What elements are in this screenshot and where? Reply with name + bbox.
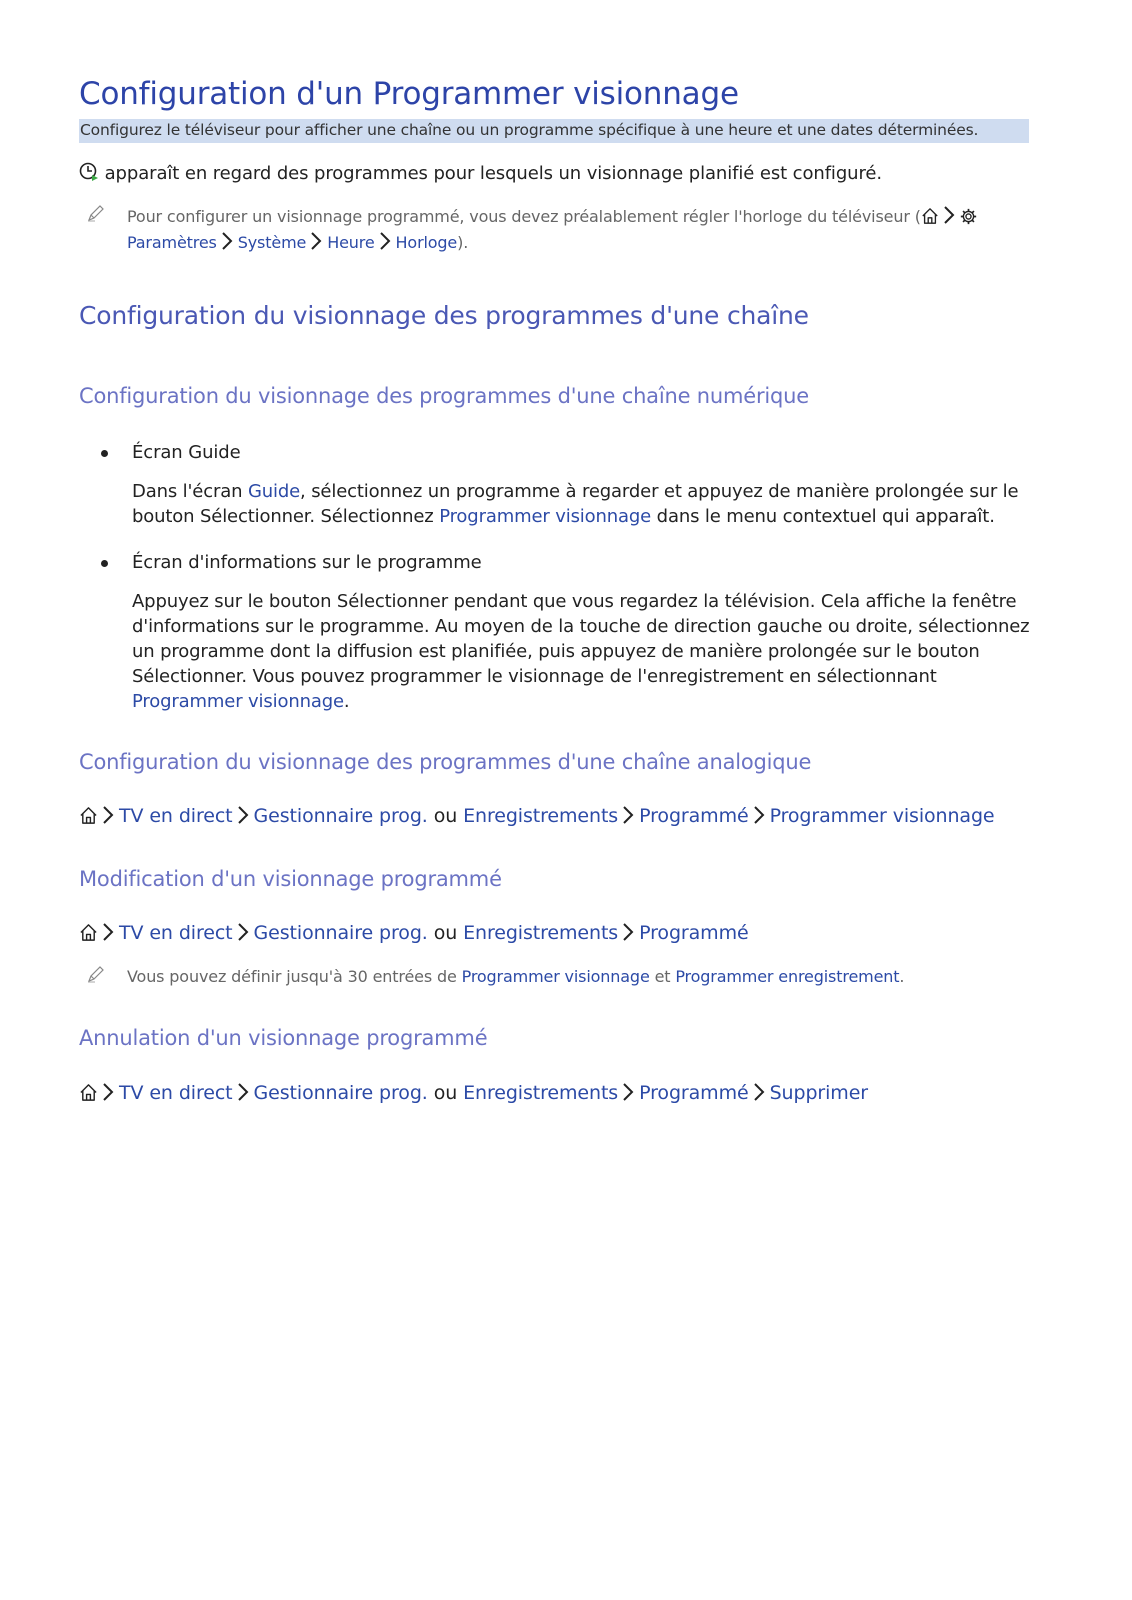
home-icon — [79, 1083, 98, 1107]
menu-link-programme[interactable]: Programmé — [639, 1082, 749, 1104]
menu-link-gestionnaire[interactable]: Gestionnaire prog. — [253, 922, 428, 944]
chevron-right-icon — [237, 806, 249, 824]
menu-link-programme[interactable]: Programmé — [639, 922, 749, 944]
menu-link-tv-en-direct[interactable]: TV en direct — [119, 1082, 233, 1104]
text-span: . — [343, 691, 350, 712]
menu-link-programmer-visionnage[interactable]: Programmer visionnage — [769, 805, 995, 827]
or-text: ou — [433, 805, 458, 827]
menu-link-enregistrements[interactable]: Enregistrements — [463, 805, 619, 827]
page-subtitle: Configurez le téléviseur pour afficher une chaîne ou un programme spécifique à une heure et une dates déterminées. — [80, 121, 979, 139]
or-text: ou — [433, 922, 458, 944]
chevron-right-icon — [237, 923, 249, 941]
menu-link-supprimer[interactable]: Supprimer — [769, 1082, 869, 1104]
menu-link-parametres[interactable]: Paramètres — [127, 233, 217, 252]
chevron-right-icon — [753, 806, 765, 824]
menu-link-tv-en-direct[interactable]: TV en direct — [119, 805, 233, 827]
subsection-heading-analog: Configuration du visionnage des programmes d'une chaîne analogique — [79, 750, 812, 774]
guide-link[interactable]: Guide — [247, 481, 301, 502]
chevron-right-icon — [102, 1083, 114, 1101]
menu-link-tv-en-direct[interactable]: TV en direct — [119, 922, 233, 944]
text-span: Dans l'écran — [132, 481, 248, 502]
home-icon — [921, 207, 939, 229]
menu-link-heure[interactable]: Heure — [327, 233, 375, 252]
note-close: ). — [457, 233, 469, 252]
paragraph-guide — [132, 479, 1032, 529]
chevron-right-icon — [237, 1083, 249, 1101]
gear-icon — [960, 208, 977, 229]
chevron-right-icon — [102, 923, 114, 941]
note-max-entries — [127, 967, 904, 986]
chevron-right-icon — [622, 923, 634, 941]
bullet-head-guide: Écran Guide — [132, 442, 241, 463]
text-span: , sélectionnez un programme à regarder et appuyez de manière prolongée sur le bouton Sélectionner. Sélectionnez — [132, 481, 1019, 527]
menu-path-cancel — [79, 1082, 868, 1107]
chevron-right-icon — [622, 1083, 634, 1101]
chevron-right-icon — [310, 232, 322, 250]
menu-path-analog — [79, 805, 995, 830]
menu-link-gestionnaire[interactable]: Gestionnaire prog. — [253, 805, 428, 827]
text-span: dans le menu contextuel qui apparaît. — [651, 506, 995, 527]
page-title: Configuration d'un Programmer visionnage — [79, 76, 739, 112]
programmer-visionnage-link[interactable]: Programmer visionnage — [439, 506, 652, 527]
chevron-right-icon — [379, 232, 391, 250]
menu-link-gestionnaire[interactable]: Gestionnaire prog. — [253, 1082, 428, 1104]
menu-link-programme[interactable]: Programmé — [639, 805, 749, 827]
subsection-heading-digital: Configuration du visionnage des programmes d'une chaîne numérique — [79, 384, 810, 408]
note-clock-requirement — [127, 206, 977, 229]
menu-link-enregistrements[interactable]: Enregistrements — [463, 1082, 619, 1104]
text-span: Appuyez sur le bouton Sélectionner pendant que vous regardez la télévision. Cela affiche la fenêtre d'informations sur le programme. Au moyen de la touche de direction gauche ou droite, sélectionnez un programme dont la diffusion est planifiée, puis appuyez de manière prolongée sur le bouton Sélectionner. Vous pouvez programmer le visionnage de l'enregistrement en sélectionnant — [132, 591, 1030, 687]
pencil-note-icon — [86, 203, 106, 227]
intro-line — [79, 162, 882, 187]
or-text: ou — [433, 1082, 458, 1104]
bullet-head-info: Écran d'informations sur le programme — [132, 552, 482, 573]
bullet-dot — [101, 560, 108, 567]
chevron-right-icon — [622, 806, 634, 824]
chevron-right-icon — [221, 232, 233, 250]
menu-link-enregistrements[interactable]: Enregistrements — [463, 922, 619, 944]
clock-play-icon — [79, 162, 99, 187]
intro-text: apparaît en regard des programmes pour lesquels un visionnage planifié est configuré. — [104, 163, 882, 184]
section-heading-channel: Configuration du visionnage des programmes d'une chaîne — [79, 301, 809, 330]
chevron-right-icon — [753, 1083, 765, 1101]
home-icon — [79, 806, 98, 830]
note-settings-path — [127, 232, 468, 252]
menu-link-horloge[interactable]: Horloge — [395, 233, 458, 252]
menu-link-systeme[interactable]: Système — [237, 233, 307, 252]
menu-path-modify — [79, 922, 749, 947]
paragraph-info — [132, 589, 1034, 714]
text-span: Vous pouvez définir jusqu'à 30 entrées de — [127, 967, 462, 986]
chevron-right-icon — [102, 806, 114, 824]
bullet-dot — [101, 450, 108, 457]
chevron-right-icon — [943, 206, 955, 224]
pencil-note-icon — [86, 964, 106, 988]
text-span: . — [899, 967, 905, 986]
programmer-visionnage-link[interactable]: Programmer visionnage — [132, 691, 344, 712]
programmer-visionnage-link[interactable]: Programmer visionnage — [461, 967, 650, 986]
subsection-heading-cancel: Annulation d'un visionnage programmé — [79, 1026, 488, 1050]
home-icon — [79, 923, 98, 947]
subsection-heading-modify: Modification d'un visionnage programmé — [79, 867, 502, 891]
note-text: Pour configurer un visionnage programmé, vous devez préalablement régler l'horloge du téléviseur ( — [127, 207, 921, 226]
text-span: et — [649, 967, 676, 986]
programmer-enregistrement-link[interactable]: Programmer enregistrement — [675, 967, 900, 986]
